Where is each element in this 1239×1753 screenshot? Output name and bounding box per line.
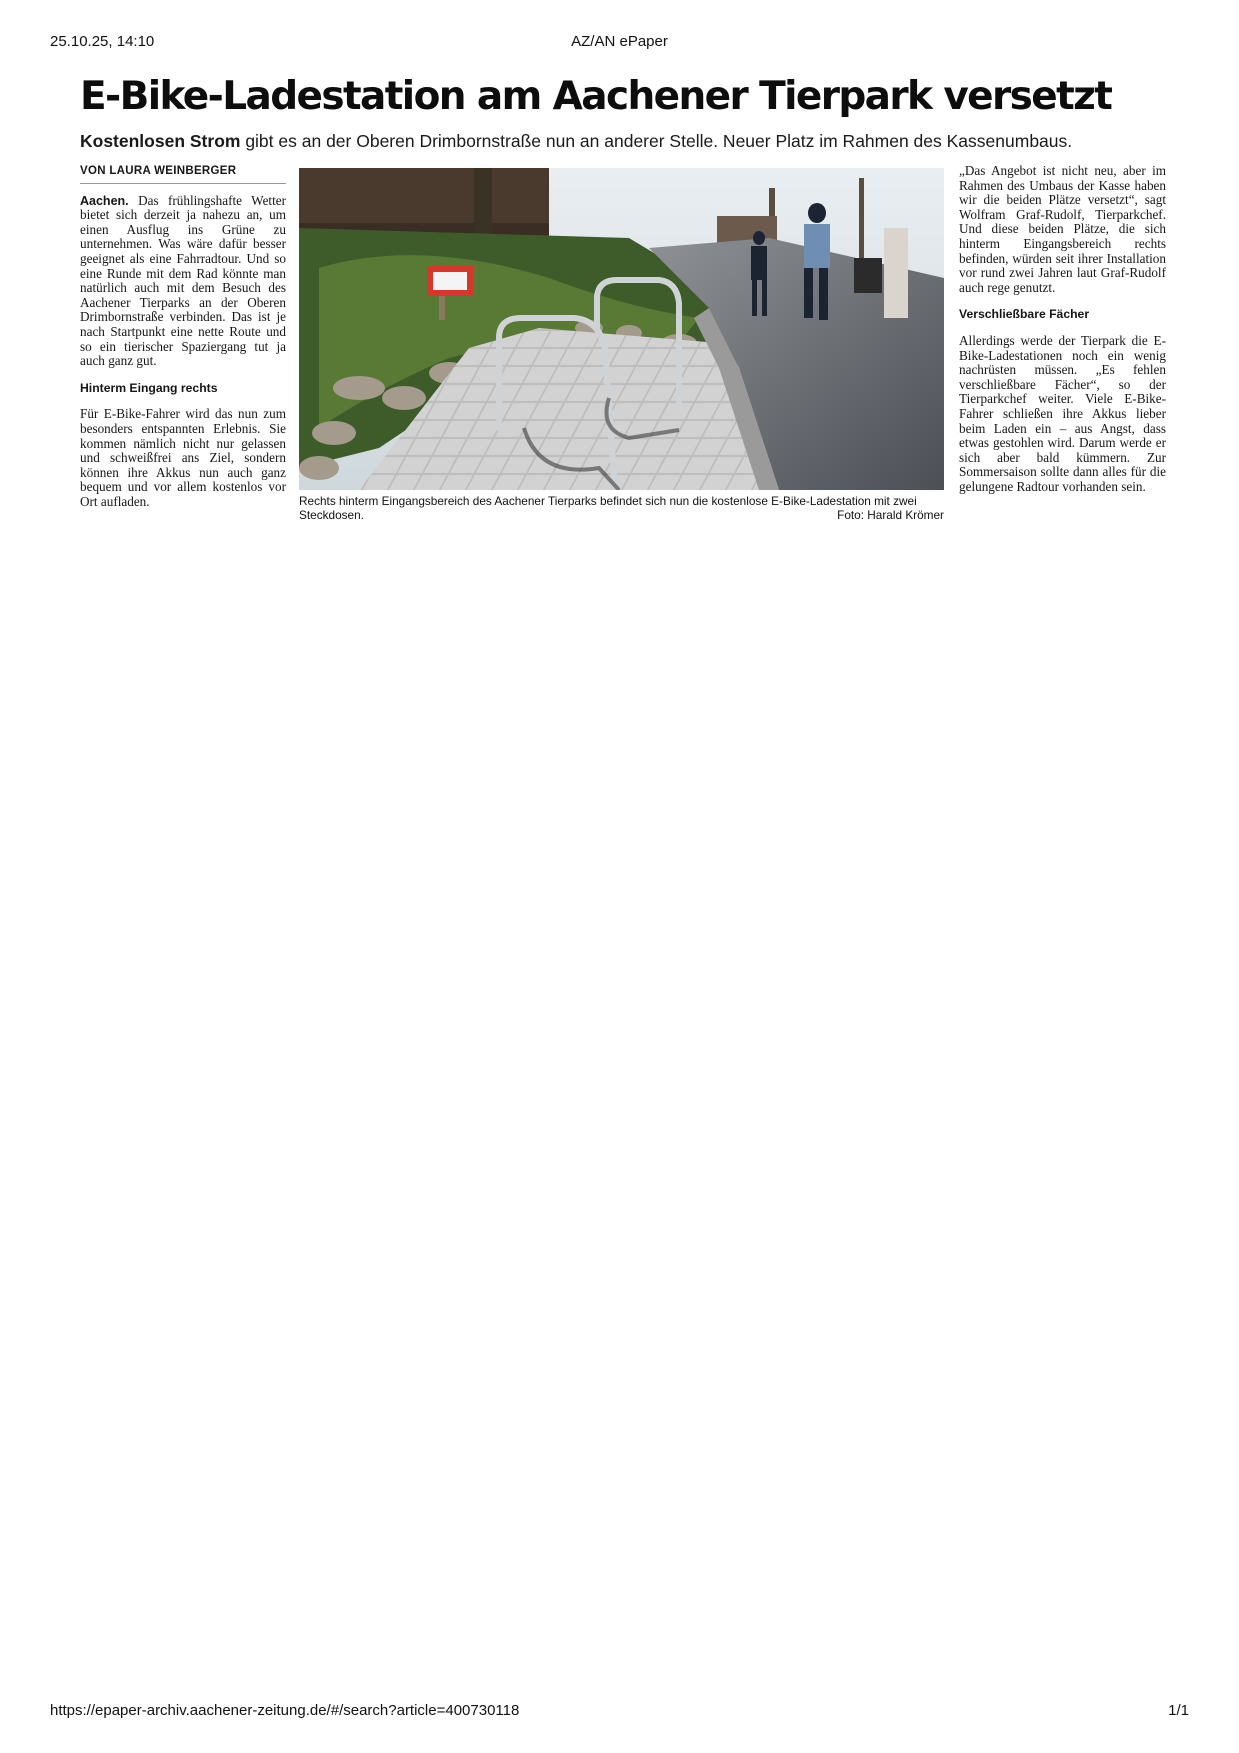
paragraph-3: „Das Angebot ist nicht neu, aber im Rahmen des Umbaus der Kasse haben wir die beiden Plätze versetzt“, sagt Wolfram Graf-Rudolf, Tierparkchef. Und diese beiden Plätze, die sich hinterm Eingangsbereich rechts befinden, würden seit ihrer Installation vor rund zwei Jahren laut Graf-Rudolf auch rege genutzt. [959,163,1166,295]
print-title: AZ/AN ePaper [571,33,668,50]
print-header [0,33,1239,53]
print-page-number: 1/1 [1168,1702,1189,1719]
subhead-text: gibt es an der Oberen Drimbornstraße nun an anderer Stelle. Neuer Platz im Rahmen des Kassenumbaus. [240,131,1073,151]
photo-block [299,168,944,524]
headline: E-Bike-Ladestation am Aachener Tierpark versetzt [80,74,1112,119]
photo-credit: Foto: Harald Krömer [837,508,944,522]
byline: VON LAURA WEINBERGER [80,164,286,184]
paragraph-1-text: Das frühlingshafte Wetter bietet sich derzeit ja nahezu an, um einen Ausflug ins Grüne zu unternehmen. Was wäre dafür besser geeignet als eine Fahrradtour. Und so eine Runde mit dem Rad könnte man natürlich auch mit dem Besuch des Aachener Tierparks an der Oberen Drimbornstraße verbinden. Das ist je nach Startpunkt eine nette Route und so ein tierischer Spaziergang tut ja auch ganz gut. [80,192,286,369]
section-heading-1: Hinterm Eingang rechts [80,380,218,395]
print-url: https://epaper-archiv.aachener-zeitung.de/#/search?article=400730118 [50,1702,520,1719]
print-datetime: 25.10.25, 14:10 [50,33,155,50]
column-right [959,164,1166,494]
subhead-lead: Kostenlosen Strom [80,131,241,151]
caption-text: Rechts hinterm Eingangsbereich des Aachener Tierparks befindet sich nun die kostenlose E-Bike-Ladestation mit zwei Steckdosen. [299,494,917,522]
dateline: Aachen. [80,193,129,208]
paragraph-1 [80,194,286,369]
print-footer [0,1702,1239,1722]
photo-caption [299,494,944,524]
column-left [80,164,286,509]
subheadline [80,130,1166,152]
article [80,72,1166,522]
article-photo [299,168,944,490]
paragraph-4: Allerdings werde der Tierpark die E-Bike-Ladestationen noch ein wenig nachrüsten müssen. „Es fehlen verschließbare Fächer“, so der Tierparkchef weiter. Viele E-Bike-Fahrer schließen ihre Akkus lieber beim Laden ein – aus Angst, dass etwas gestohlen wird. Darum werde er sich aber bald kümmern. Zur Sommersaison sollte dann alles für die gelungene Radtour vorhanden sein. [959,332,1166,494]
section-heading-2: Verschließbare Fächer [959,307,1090,322]
paragraph-2: Für E-Bike-Fahrer wird das nun zum besonders entspannten Erlebnis. Sie kommen nämlich nicht nur gelassen und schweißfrei ans Ziel, sondern können ihre Akkus nun auch ganz bequem und vor allem kostenlos vor Ort aufladen. [80,406,286,509]
